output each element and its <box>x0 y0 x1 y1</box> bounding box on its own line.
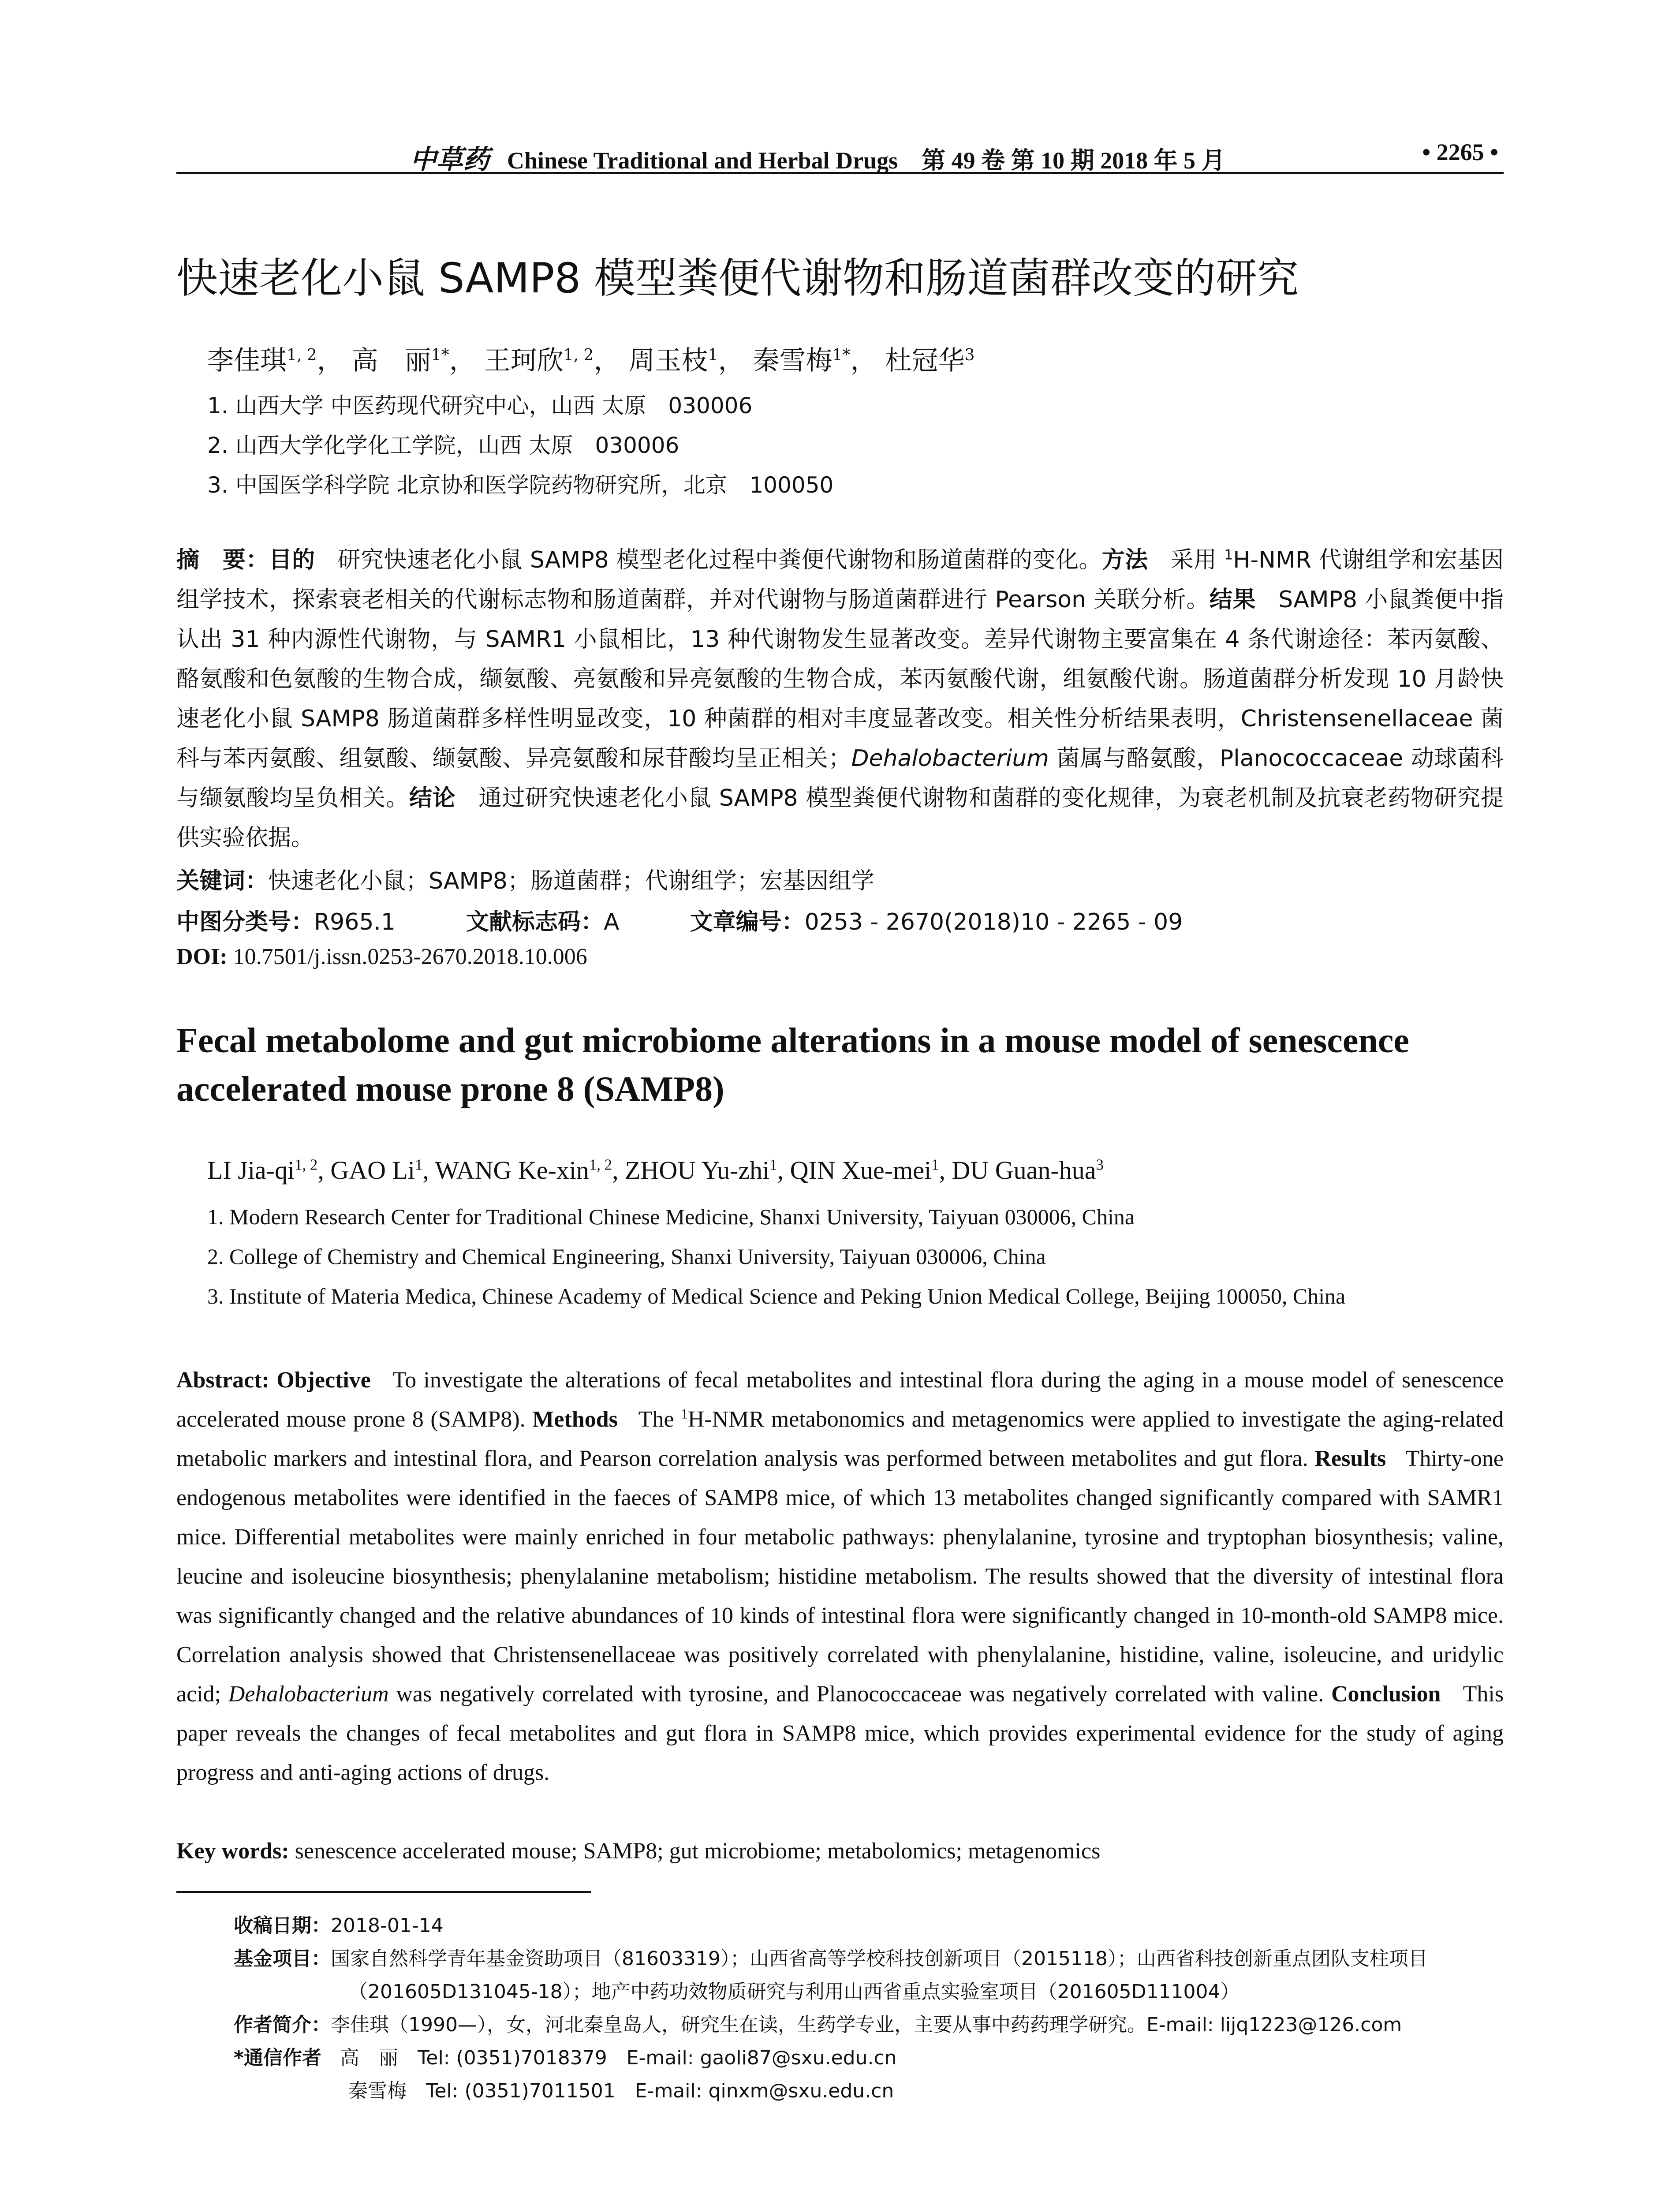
en-affiliation: 1. Modern Research Center for Traditional Chinese Medicine, Shanxi University, Taiyuan 030006, China <box>207 1204 1135 1229</box>
cn-abstract <box>176 540 1504 858</box>
doc-code-label: 文献标志码： <box>466 909 604 935</box>
en-author: ZHOU Yu-zhi$^1$, <box>625 1156 790 1185</box>
footnote-corresponding-cont: 秦雪梅 Tel: (0351)7011501 E-mail: qinxm@sxu.edu.cn <box>348 2080 894 2102</box>
cn-conclusion-text: 通过研究快速老化小鼠 SAMP8 模型粪便代谢物和菌群的变化规律，为衰老机制及抗衰老药物研究提供实验依据。 <box>176 785 1504 851</box>
doi-value[interactable]: 10.7501/j.issn.0253-2670.2018.10.006 <box>233 944 587 969</box>
clc-value: R965.1 <box>314 909 396 935</box>
cn-results-text-b: 菌属与酪氨酸，Planococcaceae 动球菌科与缬氨酸均呈负相关。 <box>176 745 1504 811</box>
journal-brand: 中草药 <box>410 145 489 174</box>
en-authors <box>207 1155 1104 1185</box>
en-methods-text: H-NMR metabonomics and metagenomics were applied to investigate the aging-related metabolic markers and intestinal flora, and Pearson correlation analysis was performed between metabolites and gut flora. <box>176 1407 1504 1471</box>
bio-label: 作者简介： <box>234 2014 331 2036</box>
cn-affiliation: 1. 山西大学 中医药现代研究中心，山西 太原 030006 <box>207 393 753 419</box>
footnote-fund <box>234 1943 1428 1971</box>
cn-author: 李佳琪$^{1, 2}$， <box>207 345 343 376</box>
cn-objective-text: 研究快速老化小鼠 SAMP8 模型老化过程中粪便代谢物和肠道菌群的变化。 <box>337 547 1102 573</box>
en-affiliation: 3. Institute of Materia Medica, Chinese Academy of Medical Science and Peking Union Medical College, Beijing 100050, China <box>207 1284 1346 1308</box>
en-objective-label: Objective <box>276 1368 371 1393</box>
en-keywords-label: Key words: <box>176 1839 289 1864</box>
cn-title: 快速老化小鼠 SAMP8 模型粪便代谢物和肠道菌群改变的研究 <box>176 254 1299 303</box>
clc-label: 中图分类号： <box>176 909 314 935</box>
footnote-fund-cont: （201605D131045-18）；地产中药功效物质研究与利用山西省重点实验室项目（201605D111004） <box>348 1981 1240 2003</box>
en-methods-label: Methods <box>532 1407 618 1432</box>
received-label: 收稿日期： <box>234 1914 331 1937</box>
en-title: Fecal metabolome and gut microbiome alterations in a mouse model of senescence accelerated mouse prone 8 (SAMP8) <box>176 1021 1409 1109</box>
journal-line <box>410 138 1225 176</box>
cn-results-text: SAMP8 小鼠粪便中指认出 31 种内源性代谢物，与 SAMR1 小鼠相比，13 种代谢物发生显著改变。差异代谢物主要富集在 4 条代谢途径：苯丙氨酸、酪氨酸和色氨酸的生物合成，缬氨酸、亮氨酸和异亮氨酸的生物合成，苯丙氨酸代谢，组氨酸代谢。肠道菌群分析发现 10 月龄快速老化小鼠 SAMP8 肠道菌群多样性明显改变，10 种菌群的相对丰度显著改变。相关性分析结果表明，Christensenellaceae 菌科与苯丙氨酸、组氨酸、缬氨酸、异亮氨酸和尿苷酸均呈正相关； <box>176 587 1504 772</box>
en-author: WANG Ke-xin$^{1, 2}$, <box>435 1156 625 1185</box>
cn-author: 杜冠华$^3$ <box>885 345 975 376</box>
en-author: QIN Xue-mei$^1$, <box>790 1156 952 1185</box>
footnote-bio <box>234 2009 1402 2037</box>
en-conclusion-label: Conclusion <box>1331 1682 1441 1707</box>
cn-author: 高 丽$^{1*}$， <box>351 345 476 376</box>
doi <box>176 944 587 970</box>
en-conclusion-text: This paper reveals the changes of fecal metabolites and gut flora in SAMP8 mice, which provides experimental evidence for the study of aging progress and anti-aging actions of drugs. <box>176 1682 1504 1785</box>
page-number: • 2265 • <box>1422 139 1498 165</box>
received-value: 2018-01-14 <box>331 1914 444 1937</box>
cn-methods-text: H-NMR 代谢组学和宏基因组学技术，探索衰老相关的代谢标志物和肠道菌群，并对代谢物与肠道菌群进行 Pearson 关联分析。 <box>176 547 1504 613</box>
cn-abstract-label: 摘 要： <box>176 547 269 573</box>
cn-author: 秦雪梅$^{1*}$， <box>753 345 877 376</box>
footnote-corresponding <box>234 2042 897 2070</box>
cn-results-italic: Dehalobacterium <box>851 745 1049 772</box>
en-author: DU Guan-hua$^3$ <box>952 1156 1104 1185</box>
bio-text: 李佳琪（1990—），女，河北秦皇岛人，研究生在读，生药学专业，主要从事中药药理学研究。E-mail: lijq1223@126.com <box>331 2014 1402 2036</box>
en-keywords-text: senescence accelerated mouse; SAMP8; gut microbiome; metabolomics; metagenomics <box>295 1839 1101 1864</box>
cn-methods-sup: 1 <box>1224 547 1233 563</box>
en-author: LI Jia-qi$^{1, 2}$, <box>207 1156 331 1185</box>
cn-results-label: 结果 <box>1209 587 1256 613</box>
en-affiliation: 2. College of Chemistry and Chemical Engineering, Shanxi University, Taiyuan 030006, China <box>207 1244 1046 1269</box>
cn-objective-label: 目的 <box>269 547 315 573</box>
cn-methods-label: 方法 <box>1101 547 1148 573</box>
doi-label: DOI: <box>176 944 228 969</box>
cn-affiliation: 3. 中国医学科学院 北京协和医学院药物研究所，北京 100050 <box>207 472 834 498</box>
en-methods-sup: 1 <box>681 1406 688 1422</box>
en-results-text: Thirty-one endogenous metabolites were identified in the faeces of SAMP8 mice, of which 13 metabolites changed significantly compared with SAMR1 mice. Differential metabolites were mainly enriched in four metabolic pathways: phenylalanine, tyrosine and tryptophan biosynthesis; valine, leucine and isoleucine biosynthesis; phenylalanine metabolism; histidine metabolism. The results showed that the diversity of intestinal flora was significantly changed and the relative abundances of 10 kinds of intestinal flora were significantly changed in 10-month-old SAMP8 mice. Correlation analysis showed that Christensenellaceae was positively correlated with phenylalanine, histidine, valine, isoleucine, and uridylic acid; <box>176 1446 1504 1707</box>
running-header <box>176 137 1504 174</box>
en-abstract-label: Abstract: <box>176 1368 269 1393</box>
fund-label: 基金项目： <box>234 1947 331 1970</box>
en-abstract <box>176 1360 1504 1792</box>
en-methods-pre: The <box>638 1407 681 1432</box>
cn-author: 周玉枝$^1$， <box>628 345 745 376</box>
cn-methods-pre: 采用 <box>1170 547 1225 573</box>
cn-conclusion-label: 结论 <box>409 785 456 811</box>
article-no-label: 文章编号： <box>690 909 805 935</box>
en-results-italic: Dehalobacterium <box>228 1682 389 1707</box>
footnote-received <box>234 1910 444 1938</box>
en-results-text-b: was negatively correlated with tyrosine, and Planococcaceae was negatively correlated with valine. <box>388 1682 1324 1707</box>
en-objective-text: To investigate the alterations of fecal metabolites and intestinal flora during the aging in a mouse model of senescence accelerated mouse prone 8 (SAMP8). <box>176 1368 1504 1432</box>
article-no-value: 0253 - 2670(2018)10 - 2265 - 09 <box>804 909 1183 935</box>
cn-keywords-label: 关键词： <box>176 868 269 894</box>
doc-code-value: A <box>604 909 620 935</box>
cn-author: 王珂欣$^{1, 2}$， <box>484 345 620 376</box>
footnote-divider <box>176 1891 591 1893</box>
en-keywords <box>176 1838 1100 1864</box>
cn-keywords-text: 快速老化小鼠；SAMP8；肠道菌群；代谢组学；宏基因组学 <box>268 868 874 894</box>
corr-label: *通信作者 <box>234 2047 322 2069</box>
cn-classification <box>176 903 1183 936</box>
en-author: GAO Li$^1$, <box>330 1156 435 1185</box>
cn-keywords <box>176 862 874 895</box>
corr-line-1: 高 丽 Tel: (0351)7018379 E-mail: gaoli87@sxu.edu.cn <box>340 2047 897 2069</box>
cn-authors <box>207 340 974 377</box>
cn-affiliation: 2. 山西大学化学化工学院，山西 太原 030006 <box>207 433 679 458</box>
en-results-label: Results <box>1314 1446 1386 1471</box>
journal-name: Chinese Traditional and Herbal Drugs <box>507 147 898 174</box>
journal-issue: 第 49 卷 第 10 期 2018 年 5 月 <box>922 147 1225 174</box>
fund-line-1: 国家自然科学青年基金资助项目（81603319）；山西省高等学校科技创新项目（2015118）；山西省科技创新重点团队支柱项目 <box>331 1947 1428 1970</box>
